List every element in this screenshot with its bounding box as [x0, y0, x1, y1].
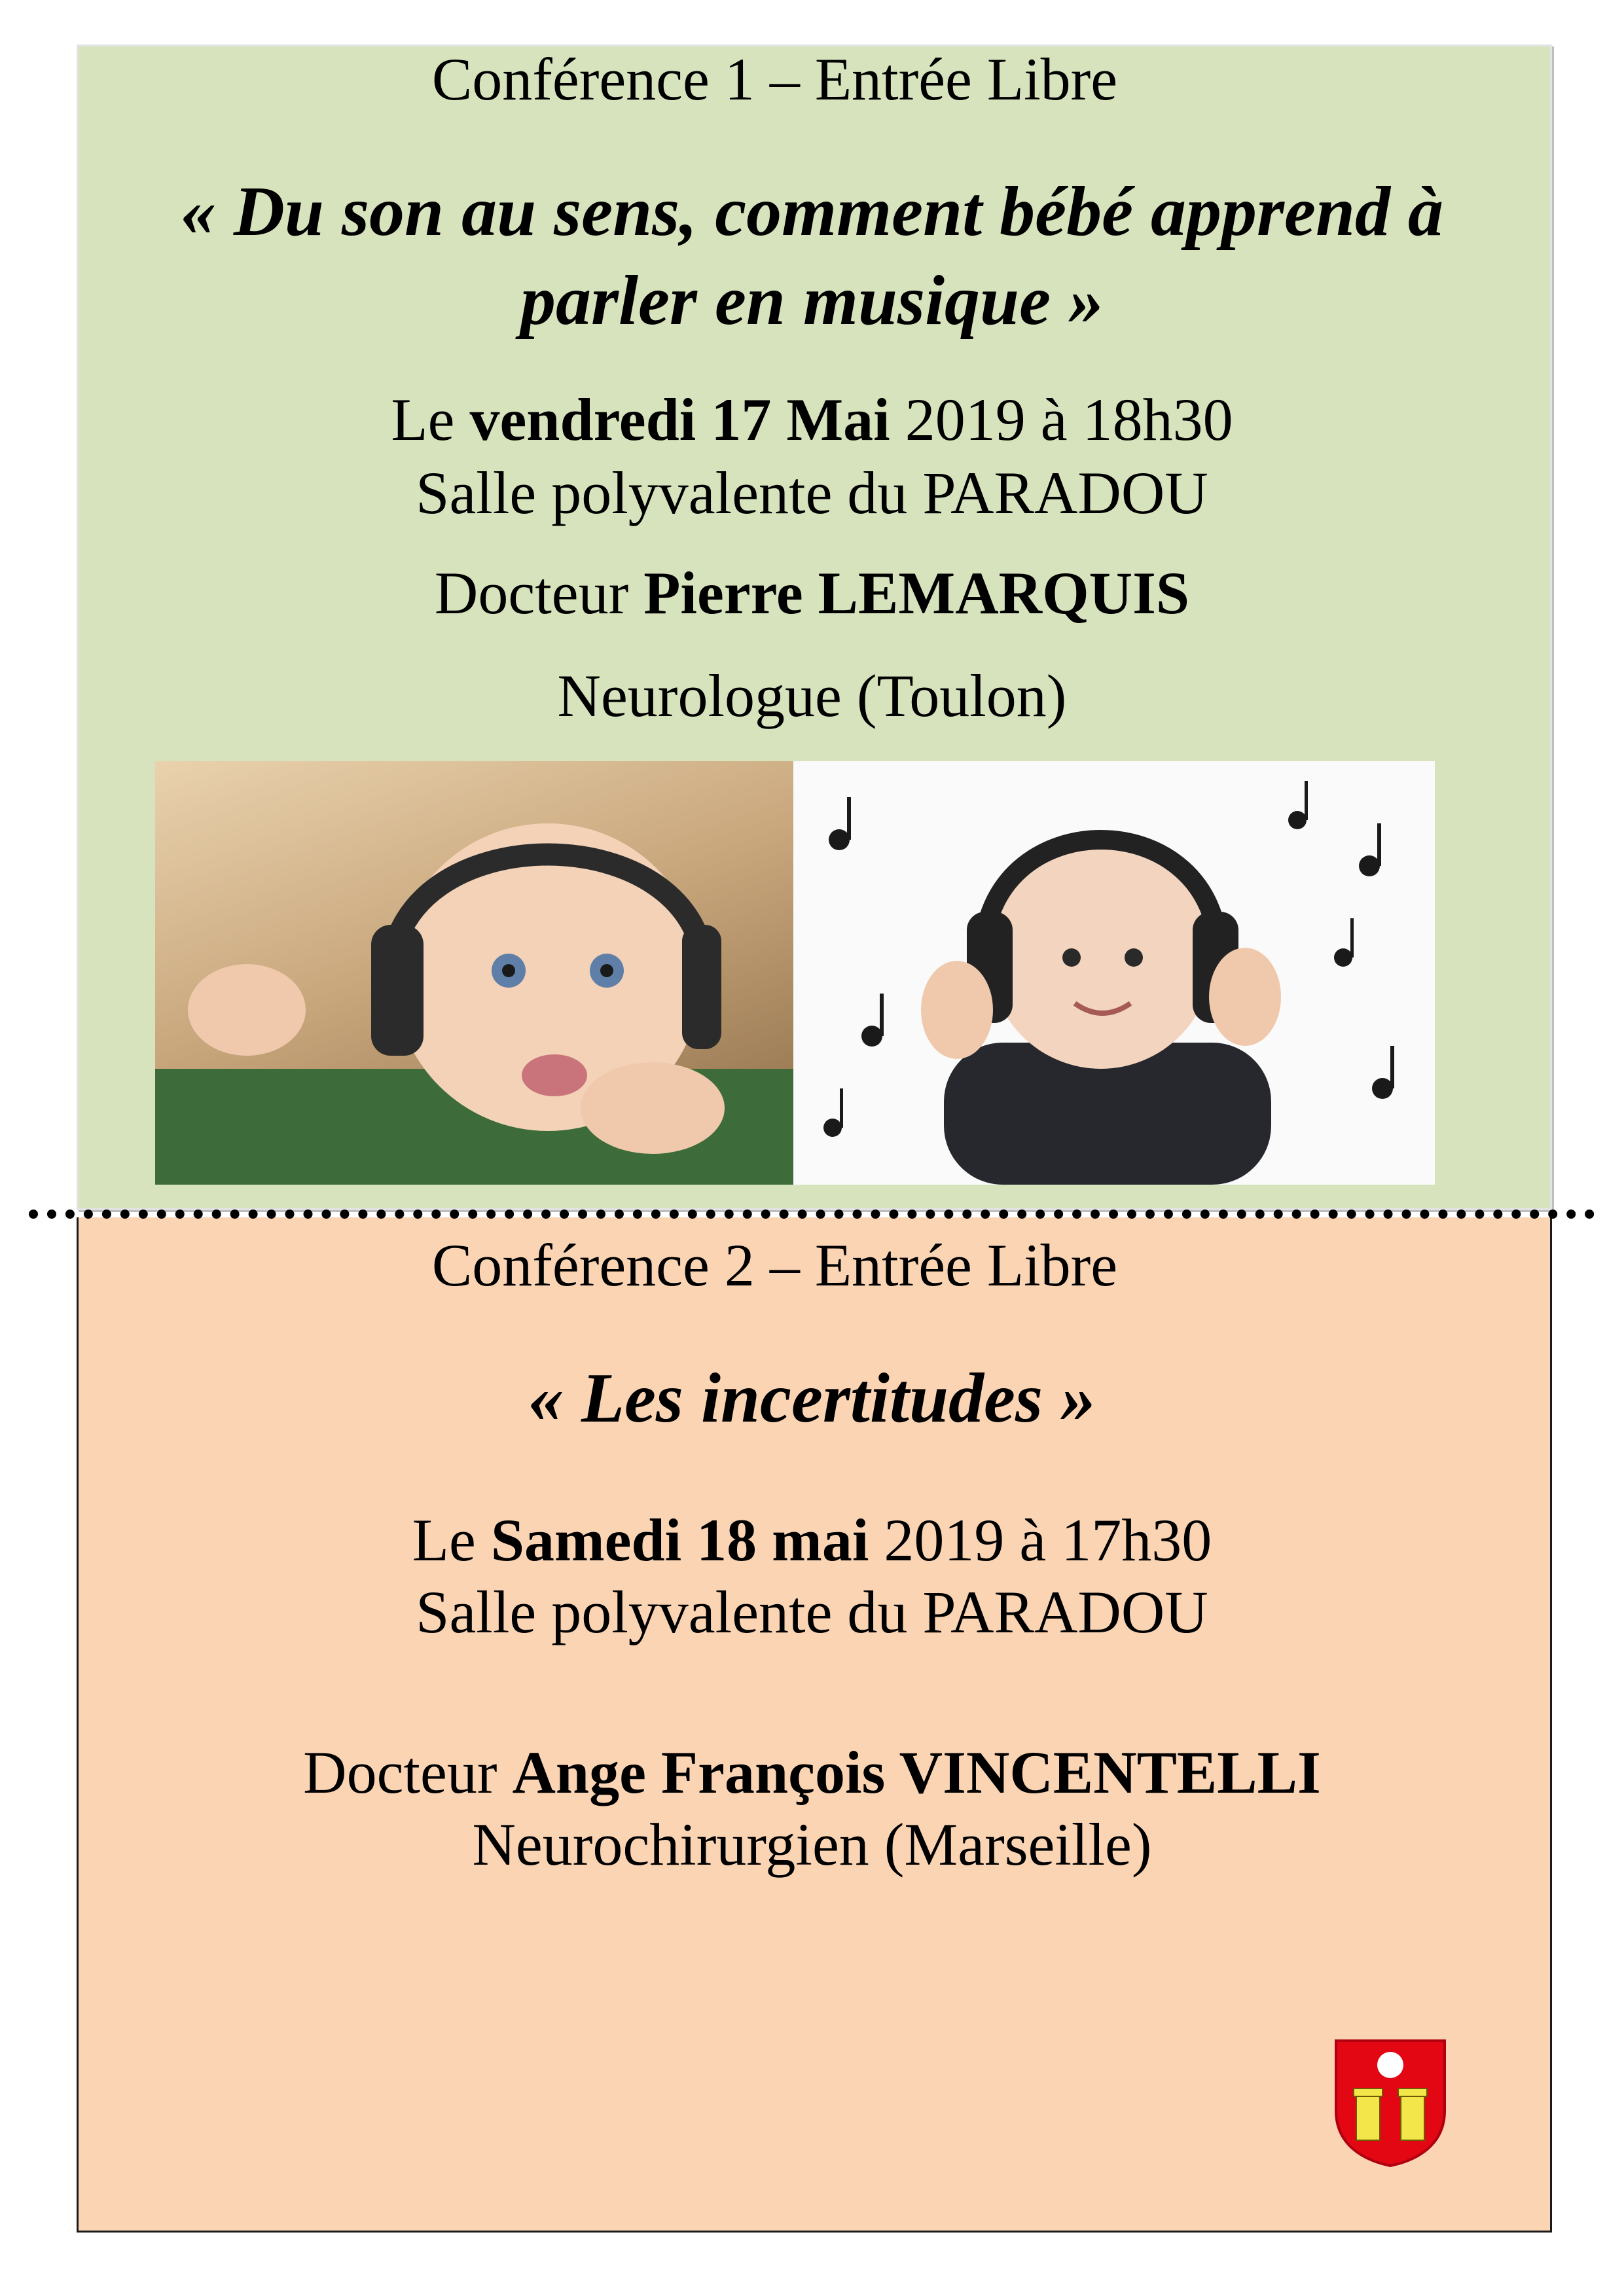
- conference-2-venue: Salle polyvalente du PARADOU: [416, 1579, 1208, 1645]
- conference-2-doctor: Docteur Ange François VINCENTELLI: [303, 1739, 1321, 1806]
- conference-1-title-line2: parler en musique »: [520, 262, 1104, 340]
- conference-2-role: Neurochirurgien (Marseille): [472, 1811, 1152, 1878]
- conference-2-header: Conférence 2 – Entrée Libre: [431, 1232, 1118, 1299]
- baby-illustration-1: [155, 761, 793, 1185]
- dotted-divider: [29, 1210, 1595, 1219]
- conference-1-title-line1: « Du son au sens, comment bébé apprend à: [180, 173, 1444, 251]
- conference-1-venue: Salle polyvalente du PARADOU: [416, 459, 1208, 526]
- baby-illustration-2: [793, 761, 1435, 1185]
- baby-headphones-photo-2: [793, 761, 1435, 1185]
- conference-1-doctor: Docteur Pierre LEMARQUIS: [434, 560, 1190, 626]
- conference-2-date: Le Samedi 18 mai 2019 à 17h30: [412, 1507, 1212, 1573]
- baby-headphones-photo-1: [155, 761, 793, 1185]
- conference-1-date: Le vendredi 17 Mai 2019 à 18h30: [391, 386, 1233, 453]
- town-crest-icon: [1334, 2039, 1447, 2168]
- conference-1-role: Neurologue (Toulon): [557, 662, 1067, 729]
- conference-1-header: Conférence 1 – Entrée Libre: [431, 46, 1118, 113]
- conference-2-title: « Les incertitudes »: [528, 1359, 1096, 1437]
